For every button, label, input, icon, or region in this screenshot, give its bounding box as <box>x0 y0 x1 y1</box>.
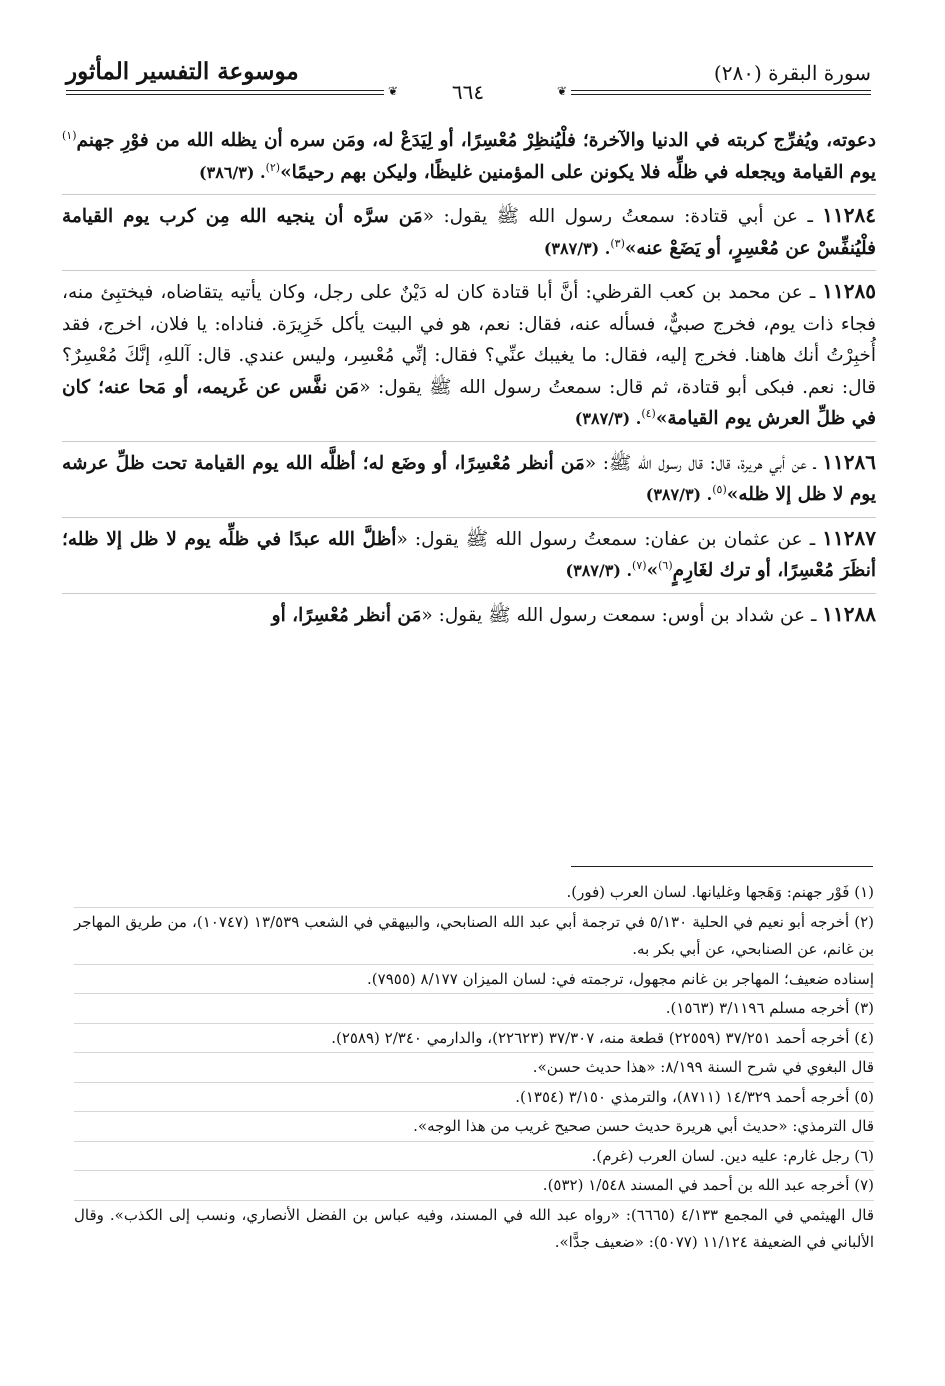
hadith-paragraph <box>62 517 876 587</box>
hadith-text: مَن أنظر مُعْسِرًا، أو وضَع له؛ أظلَّه الله يوم القيامة تحت ظلِّ عرشه يوم لا ظل إلا ظله» <box>62 452 876 505</box>
footnote: (٦) رجل غارم: عليه دين. لسان العرب (غرم). <box>74 1141 874 1171</box>
narration-text: ـ عن شداد بن أوس: سمعت رسول الله ﷺ يقول: « <box>421 604 823 626</box>
footnote: إسناده ضعيف؛ المهاجر بن غانم مجهول، ترجمته في: لسان الميزان ٨/١٧٧ (٧٩٥٥). <box>74 964 874 994</box>
volume-page-reference: . (٣٨٦/٣) <box>199 162 266 182</box>
footnotes <box>74 879 874 1257</box>
hadith-text: مَن سرَّه أن ينجيه الله مِن كرب يوم القيامة فلْيُنفِّسْ عن مُعْسِرٍ، أو يَضَعْ عنه» <box>62 206 876 259</box>
header-rule-right <box>571 90 871 91</box>
volume-page-reference: . (٣٨٧/٣) <box>574 409 642 428</box>
footnote-marker: (٦) <box>658 558 673 572</box>
footnote-marker: (١) <box>62 128 77 142</box>
footnote: (٧) أخرجه عبد الله بن أحمد في المسند ١/٥٤٨ (٥٣٢). <box>74 1170 874 1200</box>
volume-page-reference: . (٣٨٧/٣) <box>565 561 633 580</box>
hadith-number: ١١٢٨٧ <box>822 525 876 550</box>
footnote: (٢) أخرجه أبو نعيم في الحلية ٥/١٣٠ في ترجمة أبي عبد الله الصنابحي، والبيهقي في الشعب ١٣/٥٣٩ (١٠٧٤٧)، من طريق المهاجر بن غانم، عن الصنابحي، عن أبي بكر به. <box>74 907 874 964</box>
page-number: ٦٦٤ <box>451 80 485 104</box>
book-title: موسوعة التفسير المأثور <box>66 58 299 85</box>
hadith-paragraph <box>62 194 876 264</box>
footnote: (٤) أخرجه أحمد ٣٧/٢٥١ (٢٢٥٥٩) قطعة منه، ٣٧/٣٠٧ (٢٢٦٢٣)، والدارمي ٢/٣٤٠ (٢٥٨٩). <box>74 1023 874 1053</box>
footnote-separator <box>571 866 873 867</box>
footnote: (٣) أخرجه مسلم ٣/١١٩٦ (١٥٦٣). <box>74 993 874 1023</box>
footnote: قال الهيثمي في المجمع ٤/١٣٣ (٦٦٦٥): «رواه عبد الله في المسند، وفيه عباس بن الفضل الأنصاري، ونسب إلى الكذب». وقال الألباني في الضعيفة ١١/١٢٤ (٥٠٧٧): «ضعيف جدًّا». <box>74 1200 874 1257</box>
header-rule-left <box>66 90 384 91</box>
hadith-paragraph <box>62 125 876 188</box>
hadith-paragraph <box>62 441 876 511</box>
ornament-icon: ❦ <box>556 84 567 98</box>
narration-text: ـ عن محمد بن كعب القرظي: أنَّ أبا قتادة كان له دَيْنٌ على رجل، وكان يأتيه يتقاضاه، فيختبِئ منه، فجاء ذات يوم، فخرج صبيٌّ، فسأله عنه، فقال: نعم، هو في البيت يأكل خَزِيرَة. فناداه: يا فلان، اخرج، فقد أُخبِرْتُ أنك هاهنا. فخرج إليه، فقال: ما يغيبك عنِّي؟ فقال: إنِّي مُعْسِر، وليس عندي. قال: آللهِ، إنَّكَ مُعْسِرٌ؟ قال: نعم. فبكى أبو قتادة، ثم قال: سمعتُ رسول الله ﷺ يقول: « <box>62 282 876 398</box>
footnote: (١) فَوْر جهنم: وَهَجها وغليانها. لسان العرب (فور). <box>566 883 874 901</box>
hadith-number: ١١٢٨٦ <box>822 449 876 474</box>
hadith-text: دعوته، ويُفرِّج كربته في الدنيا والآخرة؛ فلْيُنظِرْ مُعْسِرًا، أو لِيَدَعْ له، ومَن سره أن يظله الله من فوْرِ جهنم <box>76 130 876 151</box>
footnote-marker: (٧) <box>632 558 647 572</box>
hadith-text: مَن نفَّس عن غَريمه، أو مَحا عنه؛ كان في ظلِّ العرش يوم القيامة» <box>62 376 876 429</box>
hadith-number: ١١٢٨٤ <box>822 203 877 227</box>
narration-text: ـ عن أبي قتادة: سمعتُ رسول الله ﷺ يقول: « <box>422 206 823 227</box>
footnote-marker: (٣) <box>610 236 625 250</box>
surah-title: سورة البقرة (٢٨٠) <box>713 61 871 85</box>
volume-page-reference: . (٣٨٧/٣) <box>543 238 611 258</box>
footnote: (٥) أخرجه أحمد ١٤/٣٢٩ (٨٧١١)، والترمذي ٣/١٥٠ (١٣٥٤). <box>74 1082 874 1112</box>
hadith-paragraph <box>62 270 876 435</box>
hadith-number: ١١٢٨٨ <box>822 601 876 626</box>
header-rule-left-lower <box>66 94 384 95</box>
footnote: قال الترمذي: «حديث أبي هريرة حديث حسن صحيح غريب من هذا الوجه». <box>74 1111 874 1141</box>
header-rule-right-lower <box>571 94 871 95</box>
hadith-paragraph <box>62 593 876 632</box>
footnote-marker: (٥) <box>712 482 727 496</box>
hadith-text: مَن أنظر مُعْسِرًا، أو <box>271 604 422 626</box>
main-text <box>62 125 876 631</box>
hadith-text: » <box>646 560 659 581</box>
ornament-icon: ❦ <box>388 84 399 98</box>
page-header <box>66 52 871 112</box>
volume-page-reference: . (٣٨٧/٣) <box>645 485 713 504</box>
narration-text: ـ عن عثمان بن عفان: سمعتُ رسول الله ﷺ يقول: « <box>396 528 823 550</box>
hadith-number: ١١٢٨٥ <box>822 279 876 303</box>
footnote-marker: (٢) <box>265 160 281 174</box>
footnote: قال البغوي في شرح السنة ٨/١٩٩: «هذا حديث حسن». <box>74 1052 874 1082</box>
footnote-marker: (٤) <box>641 406 656 420</box>
hadith-text: أظلَّ الله عبدًا في ظلِّه يوم لا ظل إلا ظله؛ أنظَرَ مُعْسِرًا، أو ترك لغَارِمٍ <box>62 528 876 581</box>
hadith-text: يوم القيامة ويجعله في ظلِّه فلا يكونن على المؤمنين غليظًا، وليكن بهم رحيمًا» <box>280 161 876 183</box>
narration-text: ـ عن أبي هريرة، قال: قال رسول الله ﷺ: « <box>584 452 823 474</box>
